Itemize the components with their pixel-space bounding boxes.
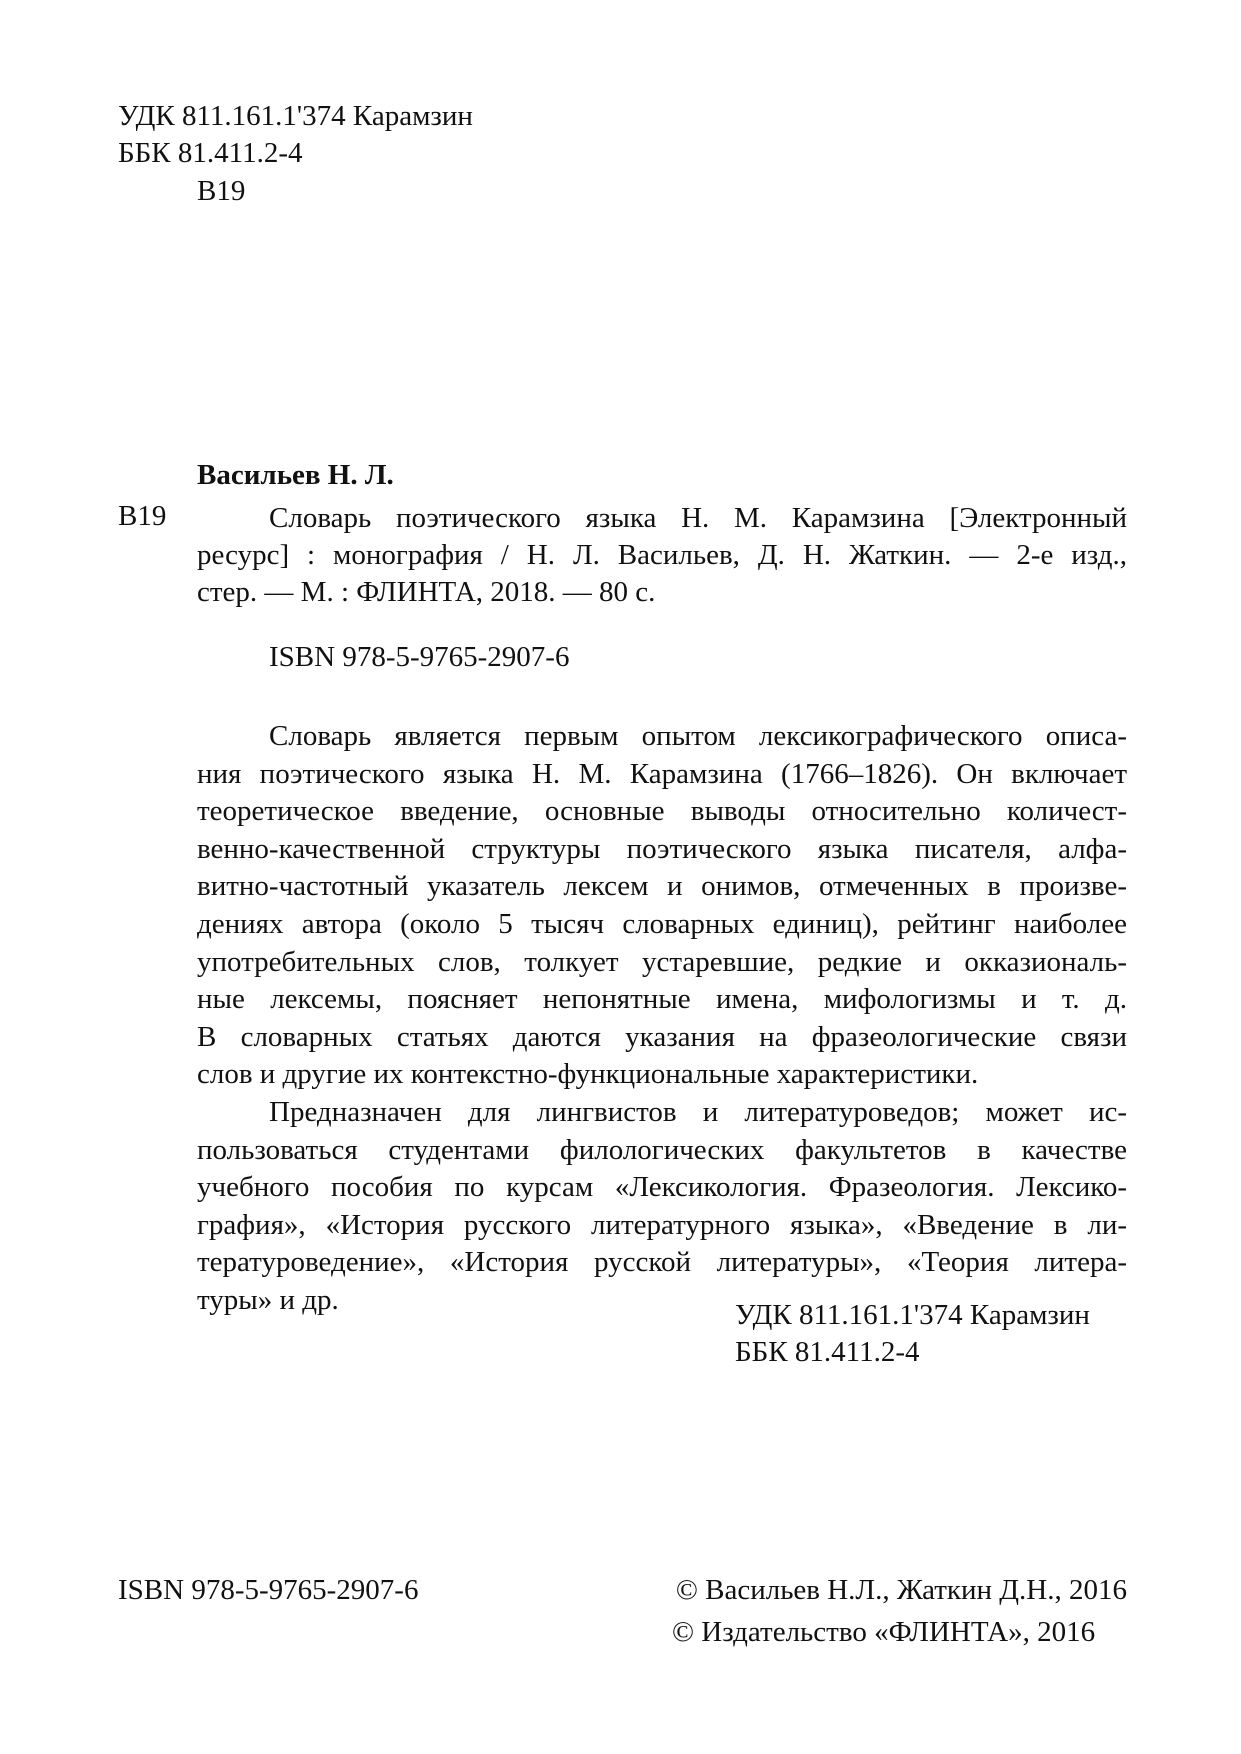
abstract-line: ные лексемы, поясняет непонятные имена, мифологизмы и т. д.	[197, 983, 1127, 1016]
description-line: Словарь поэтического языка Н. М. Карамзина [Электронный	[269, 502, 1127, 534]
bbk-code-bottom: ББК 81.411.2-4	[735, 1336, 920, 1368]
author-name: Васильев Н. Л.	[197, 459, 394, 491]
abstract-line: учебного пособия по курсам «Лексикология. Фразеология. Лексико-	[197, 1171, 1127, 1204]
abstract-line: витно-частотный указатель лексем и онимов, отмеченных в произве-	[197, 870, 1127, 903]
abstract-line: пользоваться студентами филологических факультетов в качестве	[197, 1133, 1127, 1166]
author-mark: В19	[197, 175, 246, 207]
abstract-line: ния поэтического языка Н. М. Карамзина (1766–1826). Он включает	[197, 757, 1127, 790]
abstract-line: туры» и др.	[197, 1283, 339, 1316]
abstract-line: употребительных слов, толкует устаревшие, редкие и окказиональ-	[197, 945, 1127, 978]
abstract-line: В словарных статьях даются указания на фразеологические связи	[197, 1020, 1127, 1053]
entry-isbn: ISBN 978-5-9765-2907-6	[269, 641, 570, 673]
copyright-authors: © Васильев Н.Л., Жаткин Д.Н., 2016	[675, 1574, 1127, 1606]
abstract-line: Словарь является первым опытом лексикографического описа-	[269, 720, 1127, 752]
abstract-line: слов и другие их контекстно-функциональные характеристики.	[197, 1058, 979, 1091]
entry-author-mark: В19	[118, 500, 167, 532]
abstract-line: теоретическое введение, основные выводы относительно количест-	[197, 795, 1127, 828]
copyright-publisher: © Издательство «ФЛИНТА», 2016	[672, 1616, 1096, 1648]
description-line: ресурс] : монография / Н. Л. Васильев, Д. Н. Жаткин. — 2-е изд.,	[197, 539, 1127, 571]
udk-code: УДК 811.161.1'374 Карамзин	[118, 100, 473, 132]
abstract-line: венно-качественной структуры поэтического языка писателя, алфа-	[197, 832, 1127, 865]
footer-isbn: ISBN 978-5-9765-2907-6	[118, 1574, 419, 1606]
abstract-line: тературоведение», «История русской литературы», «Теория литера-	[197, 1246, 1127, 1279]
abstract-line: графия», «История русского литературного языка», «Введение в ли-	[197, 1208, 1127, 1241]
bibliographic-description	[197, 500, 1127, 611]
udk-code-bottom: УДК 811.161.1'374 Карамзин	[735, 1299, 1090, 1331]
abstract-line: дениях автора (около 5 тысяч словарных единиц), рейтинг наиболее	[197, 907, 1127, 940]
bbk-code: ББК 81.411.2-4	[118, 137, 303, 169]
abstract-line: Предназначен для лингвистов и литературоведов; может ис-	[269, 1095, 1127, 1128]
abstract	[197, 718, 1127, 1320]
description-line: стер. — М. : ФЛИНТА, 2018. — 80 с.	[197, 576, 656, 608]
